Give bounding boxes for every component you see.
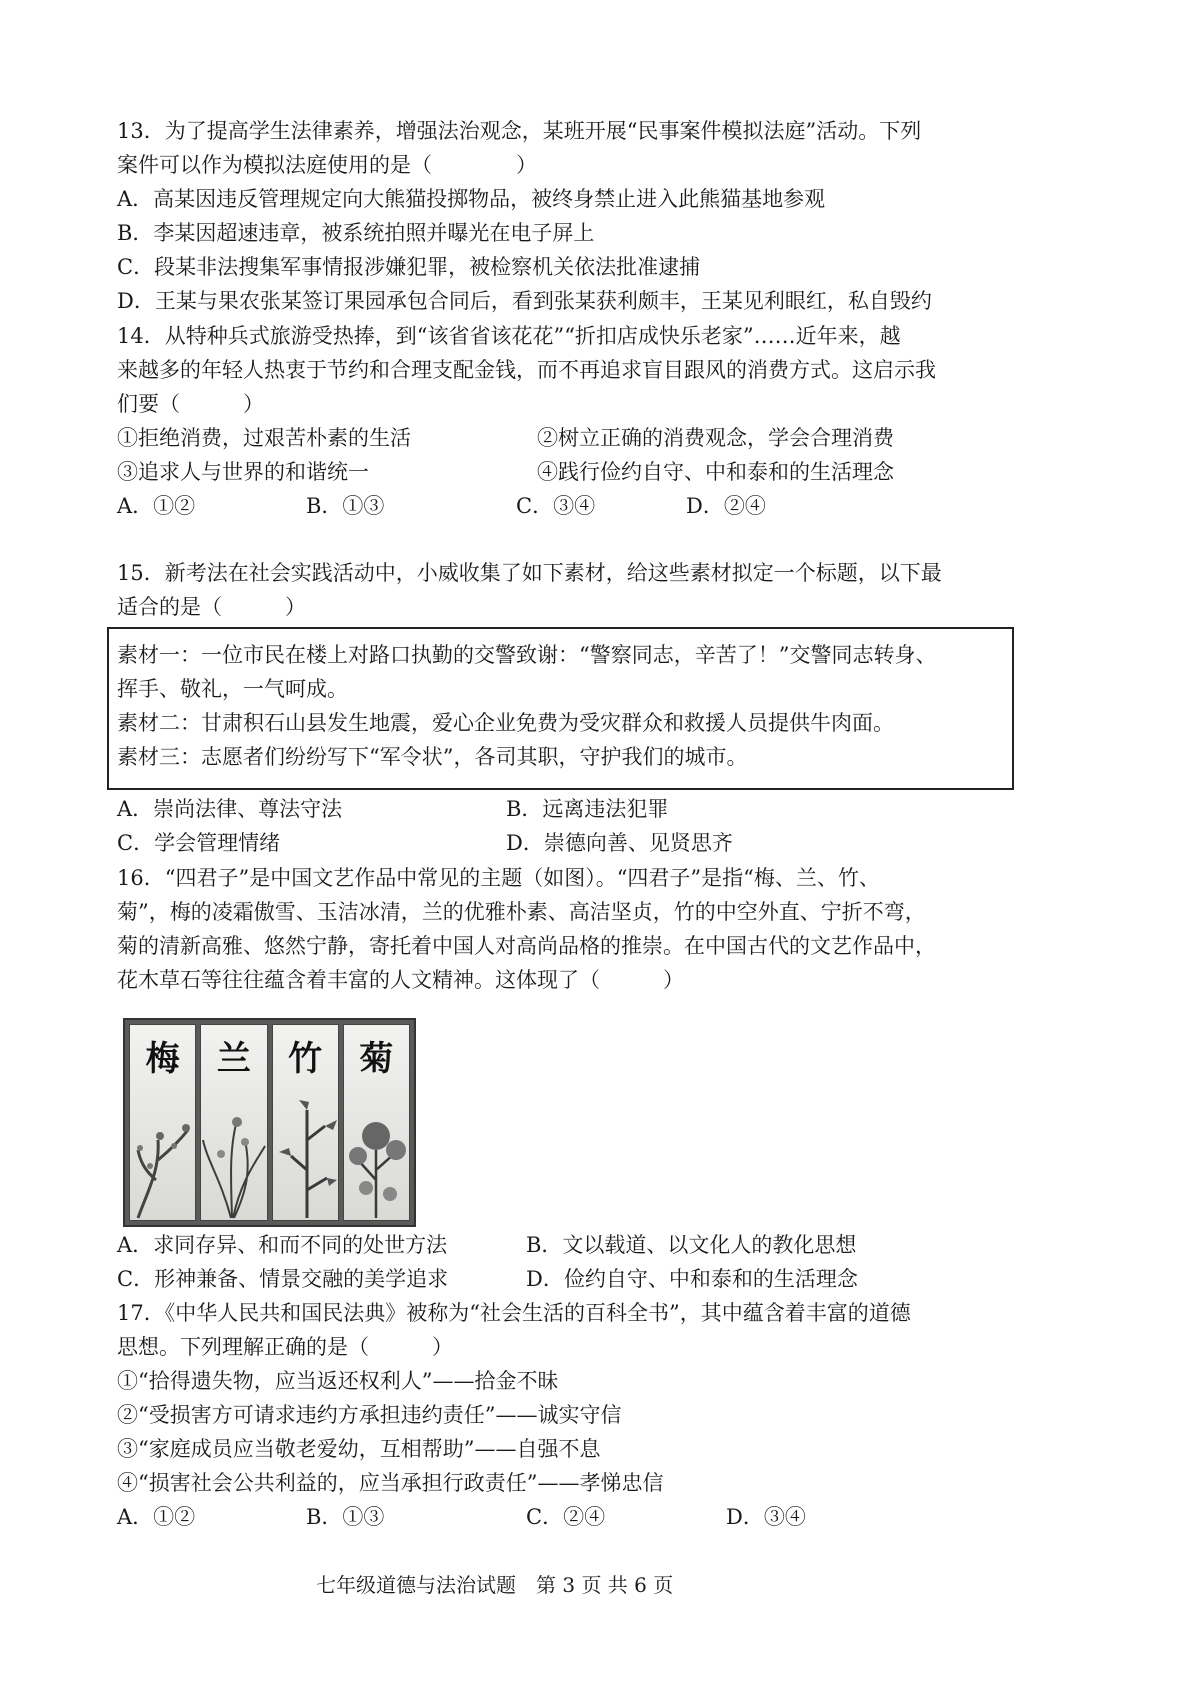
q17-stem-line2: 思想。下列理解正确的是（ ） <box>117 1335 453 1359</box>
bamboo-drawing <box>273 1070 339 1220</box>
q17-option-b: B．①③ <box>306 1505 385 1529</box>
material-1-line1: 素材一：一位市民在楼上对路口执勤的交警致谢：“警察同志，辛苦了！”交警同志转身、 <box>117 643 937 667</box>
plum-branch-drawing <box>130 1070 196 1220</box>
q15-option-b: B．远离违法犯罪 <box>506 797 669 821</box>
q14-item-2: ②树立正确的消费观念，学会合理消费 <box>537 426 894 450</box>
q15-stem-line1: 15．新考法在社会实践活动中，小威收集了如下素材，给这些素材拟定一个标题，以下最 <box>117 561 942 585</box>
q17-stem-line1: 17．《中华人民共和国民法典》被称为“社会生活的百科全书”，其中蕴含着丰富的道德 <box>117 1301 911 1325</box>
q17-item-4: ④“损害社会公共利益的，应当承担行政责任”——孝悌忠信 <box>117 1471 664 1495</box>
material-2: 素材二：甘肃积石山县发生地震，爱心企业免费为受灾群众和救援人员提供牛肉面。 <box>117 711 894 735</box>
chrysanthemum-drawing <box>344 1070 410 1220</box>
q15-option-d: D．崇德向善、见贤思齐 <box>506 831 733 855</box>
orchid-character: 兰 <box>216 1039 251 1079</box>
q16-option-d: D．俭约自守、中和泰和的生活理念 <box>526 1267 858 1291</box>
chrysanthemum-panel <box>343 1024 410 1221</box>
q17-item-3: ③“家庭成员应当敬老爱幼，互相帮助”——自强不息 <box>117 1437 601 1461</box>
four-gentlemen-image <box>123 1018 416 1227</box>
q16-option-c: C．形神兼备、情景交融的美学追求 <box>117 1267 449 1291</box>
q16-stem-line1: 16．“四君子”是中国文艺作品中常见的主题（如图）。“四君子”是指“梅、兰、竹、 <box>117 866 880 890</box>
q13-stem-line2: 案件可以作为模拟法庭使用的是（ ） <box>117 153 537 177</box>
q13-option-a: A．高某因违反管理规定向大熊猫投掷物品，被终身禁止进入此熊猫基地参观 <box>117 187 826 211</box>
plum-panel <box>129 1024 196 1221</box>
q16-stem-line2: 菊”，梅的凌霜傲雪、玉洁冰清，兰的优雅朴素、高洁坚贞，竹的中空外直、宁折不弯， <box>117 900 926 924</box>
q14-option-d: D．②④ <box>686 494 766 518</box>
material-3: 素材三：志愿者们纷纷写下“军令状”，各司其职，守护我们的城市。 <box>117 745 748 769</box>
q16-option-b: B．文以载道、以文化人的教化思想 <box>526 1233 857 1257</box>
q13-option-b: B．李某因超速违章，被系统拍照并曝光在电子屏上 <box>117 221 595 245</box>
q16-stem-line4: 花木草石等往往蕴含着丰富的人文精神。这体现了（ ） <box>117 968 684 992</box>
q14-item-3: ③追求人与世界的和谐统一 <box>117 460 369 484</box>
q15-stem-line2: 适合的是（ ） <box>117 595 306 619</box>
orchid-panel <box>200 1024 267 1221</box>
q14-option-b: B．①③ <box>306 494 385 518</box>
q14-option-c: C．③④ <box>516 494 596 518</box>
q15-option-a: A．崇尚法律、尊法守法 <box>117 797 343 821</box>
q13-stem-line1: 13．为了提高学生法律素养，增强法治观念，某班开展“民事案件模拟法庭”活动。下列 <box>117 119 922 143</box>
q15-option-c: C．学会管理情绪 <box>117 831 281 855</box>
q16-stem-line3: 菊的清新高雅、悠然宁静，寄托着中国人对高尚品格的推崇。在中国古代的文艺作品中， <box>117 934 936 958</box>
chrysanthemum-character: 菊 <box>359 1039 394 1079</box>
q14-stem-line1: 14．从特种兵式旅游受热捧，到“该省省该花花”“折扣店成快乐老家”……近年来，越 <box>117 324 901 348</box>
q16-option-a: A．求同存异、和而不同的处世方法 <box>117 1233 448 1257</box>
page-footer: 七年级道德与法治试题 第 3 页 共 6 页 <box>316 1573 674 1597</box>
q17-item-2: ②“受损害方可请求违约方承担违约责任”——诚实守信 <box>117 1403 622 1427</box>
orchid-drawing <box>201 1070 267 1220</box>
q17-item-1: ①“拾得遗失物，应当返还权利人”——拾金不昧 <box>117 1369 559 1393</box>
q14-item-1: ①拒绝消费，过艰苦朴素的生活 <box>117 426 411 450</box>
q13-option-c: C．段某非法搜集军事情报涉嫌犯罪，被检察机关依法批准逮捕 <box>117 255 701 279</box>
q14-option-a: A．①② <box>117 494 196 518</box>
plum-character: 梅 <box>145 1039 180 1079</box>
bamboo-panel <box>272 1024 339 1221</box>
q17-option-a: A．①② <box>117 1505 196 1529</box>
q14-item-4: ④践行俭约自守、中和泰和的生活理念 <box>537 460 894 484</box>
bamboo-character: 竹 <box>288 1039 323 1079</box>
q13-option-d: D．王某与果农张某签订果园承包合同后，看到张某获利颇丰，王某见利眼红，私自毁约 <box>117 289 932 313</box>
q14-stem-line2: 来越多的年轻人热衷于节约和合理支配金钱，而不再追求盲目跟风的消费方式。这启示我 <box>117 358 936 382</box>
q17-option-d: D．③④ <box>726 1505 806 1529</box>
material-1-line2: 挥手、敬礼，一气呵成。 <box>117 677 348 701</box>
q14-stem-line3: 们要（ ） <box>117 392 264 416</box>
q17-option-c: C．②④ <box>526 1505 606 1529</box>
